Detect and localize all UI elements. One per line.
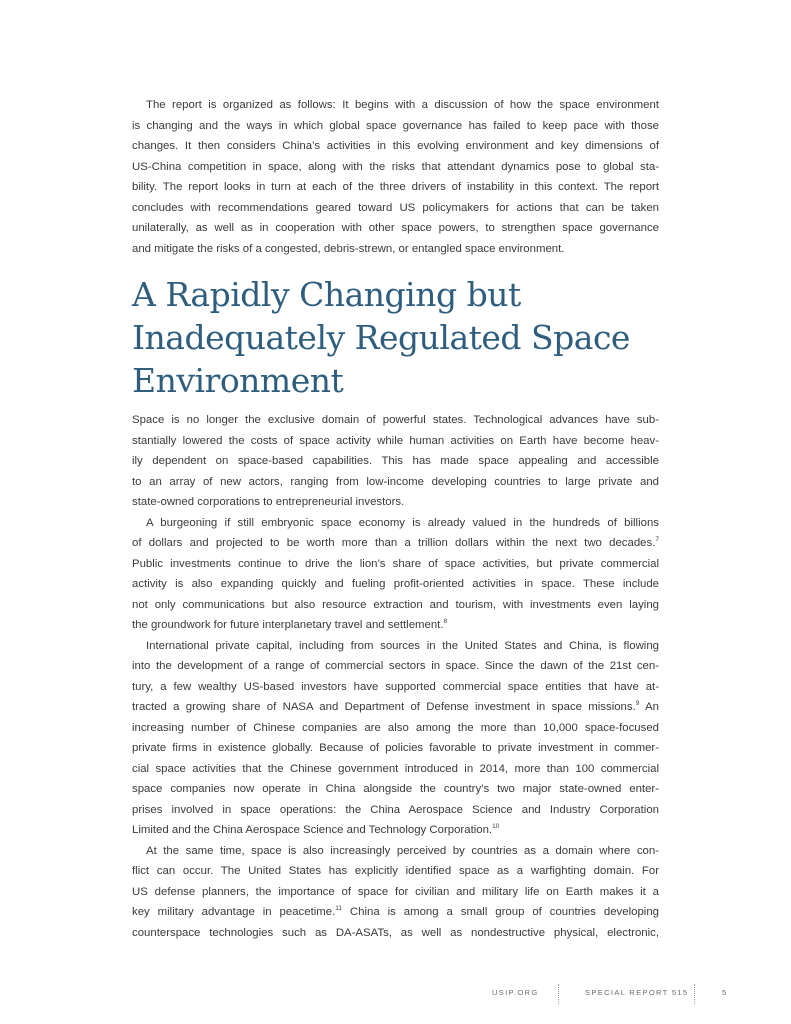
text-line: not only communications but also resource extraction and tourism, with investments even laying bbox=[132, 598, 659, 611]
body-paragraph-2 bbox=[132, 513, 659, 636]
footer-divider bbox=[558, 984, 559, 1004]
footer-divider bbox=[694, 984, 695, 1004]
text-line: A burgeoning if still embryonic space economy is already valued in the hundreds of billions bbox=[146, 516, 659, 529]
text-line: key military advantage in peacetime.$^{11}$ China is among a small group of countries developing bbox=[132, 905, 659, 918]
footnote-marker: 11 bbox=[335, 905, 343, 912]
text-line: concludes with recommendations geared toward US policymakers for actions that can be taken bbox=[132, 201, 659, 214]
footnote-marker: 10 bbox=[492, 823, 500, 830]
body-paragraph-4 bbox=[132, 841, 659, 944]
text-line: and mitigate the risks of a congested, debris-strewn, or entangled space environment. bbox=[132, 242, 565, 255]
text-line: the groundwork for future interplanetary travel and settlement.$^8$ bbox=[132, 618, 448, 631]
text-line: of dollars and projected to be worth more than a trillion dollars within the next two decades.$^7$ bbox=[132, 536, 659, 549]
text-line: changes. It then considers China’s activities in this evolving environment and key dimensions of bbox=[132, 140, 659, 152]
text-line: bility. The report looks in turn at each of the three drivers of instability in this context. The report bbox=[132, 181, 659, 193]
footer-report-label: SPECIAL REPORT 515 bbox=[585, 988, 689, 997]
text-line: tracted a growing share of NASA and Department of Defense investment in space missions.$^9$ An bbox=[132, 700, 660, 713]
page-footer bbox=[0, 984, 791, 1004]
text-line: stantially lowered the costs of space activity while human activities on Earth have become heav- bbox=[132, 434, 659, 447]
text-line: space companies now operate in China alongside the country’s two major state-owned enter- bbox=[132, 783, 659, 795]
text-line: prises involved in space operations: the China Aerospace Science and Industry Corporation bbox=[132, 803, 659, 816]
text-line: activity is also expanding quickly and fueling profit-oriented activities in space. These include bbox=[132, 578, 659, 590]
text-line: counterspace technologies such as DA-ASATs, as well as nondestructive physical, electronic, bbox=[132, 926, 659, 939]
body-paragraph-3 bbox=[132, 636, 659, 841]
text-line: Limited and the China Aerospace Science and Technology Corporation.$^{10}$ bbox=[132, 823, 500, 836]
text-line: US defense planners, the importance of space for civilian and military life on Earth makes it a bbox=[132, 885, 659, 898]
text-line: increasing number of Chinese companies are also among the more than 10,000 space-focused bbox=[132, 721, 659, 734]
intro-paragraph bbox=[132, 95, 659, 259]
heading-line: Inadequately Regulated Space bbox=[132, 318, 630, 357]
text-line: tury, a few wealthy US-based investors have supported commercial space entities that have at- bbox=[132, 680, 659, 693]
text-line: private firms in existence globally. Because of policies favorable to private investment in commer- bbox=[132, 742, 659, 754]
page-number: 5 bbox=[722, 988, 728, 997]
heading-line: Environment bbox=[132, 361, 344, 400]
text-line: Public investments continue to drive the lion’s share of space activities, but private commercial bbox=[132, 557, 659, 570]
heading-line: A Rapidly Changing but bbox=[132, 275, 521, 314]
footnote-marker: 7 bbox=[655, 536, 659, 543]
text-line: At the same time, space is also increasingly perceived by countries as a domain where con- bbox=[146, 844, 659, 857]
body-paragraph-1 bbox=[132, 410, 659, 513]
text-line: cial space activities that the Chinese government introduced in 2014, more than 100 commercial bbox=[132, 762, 659, 775]
text-line: flict can occur. The United States has explicitly identified space as a warfighting domain. For bbox=[132, 865, 659, 877]
section-heading bbox=[132, 273, 659, 402]
text-line: is changing and the ways in which global space governance has failed to keep pace with those bbox=[132, 119, 659, 132]
footnote-marker: 9 bbox=[635, 700, 640, 707]
page-body bbox=[132, 95, 659, 943]
footer-site-link[interactable]: USIP.ORG bbox=[492, 988, 539, 997]
text-line: into the development of a range of commercial sectors in space. Since the dawn of the 21st cen- bbox=[132, 660, 659, 672]
text-line: unilaterally, as well as in cooperation with other space powers, to strengthen space governance bbox=[132, 222, 659, 234]
footnote-marker: 8 bbox=[443, 618, 448, 625]
text-line: The report is organized as follows: It begins with a discussion of how the space environment bbox=[146, 99, 659, 111]
text-line: state-owned corporations to entrepreneurial investors. bbox=[132, 496, 405, 508]
text-line: ily dependent on space-based capabilities. This has made space appealing and accessible bbox=[132, 455, 659, 467]
text-line: Space is no longer the exclusive domain of powerful states. Technological advances have sub- bbox=[132, 414, 659, 426]
text-line: International private capital, including from sources in the United States and China, is flowing bbox=[146, 639, 659, 652]
text-line: to an array of new actors, ranging from low-income developing countries to large private and bbox=[132, 475, 659, 488]
text-line: US-China competition in space, along with the risks that attendant dynamics pose to global sta- bbox=[132, 160, 659, 173]
